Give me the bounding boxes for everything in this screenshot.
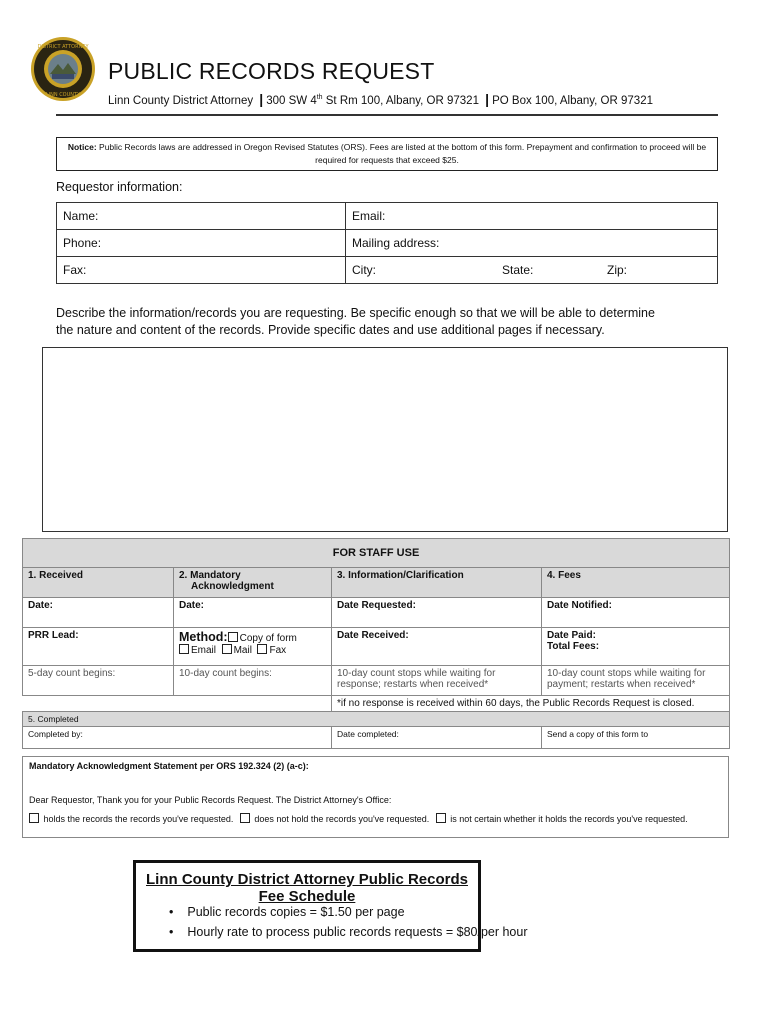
addr-street-post: St Rm 100, Albany, OR 97321	[322, 95, 479, 107]
separator: |	[485, 91, 490, 107]
page-title: PUBLIC RECORDS REQUEST	[108, 58, 435, 84]
notice-label: Notice:	[67, 142, 97, 152]
fee-item: • Public records copies = $1.50 per page	[170, 902, 528, 922]
send-copy[interactable]: Send a copy of this form to	[542, 727, 730, 749]
ack-statement	[22, 756, 729, 838]
fee-list	[170, 902, 528, 942]
addr-org: Linn County District Attorney	[108, 95, 254, 107]
notice-box	[56, 137, 718, 171]
staff-header: FOR STAFF USE	[23, 539, 730, 568]
email-label: Email:	[352, 209, 386, 223]
not-certain-checkbox[interactable]	[436, 813, 446, 823]
city-state-zip-field[interactable]	[346, 257, 718, 284]
col-mandatory-ack	[174, 568, 332, 598]
does-not-hold-checkbox[interactable]	[240, 813, 250, 823]
received-date[interactable]: Date:	[23, 598, 174, 628]
copy-label: Copy of form	[239, 633, 297, 644]
mailing-label: Mailing address:	[352, 236, 440, 250]
col-received: 1. Received	[23, 568, 174, 598]
fax-checkbox[interactable]	[257, 644, 267, 654]
ack-heading: Mandatory Acknowledgment Statement per ORS 192.324 (2) (a-c):	[29, 761, 309, 771]
holds-checkbox[interactable]	[29, 813, 39, 823]
method-cell	[174, 628, 332, 666]
fax-label: Fax:	[63, 263, 87, 277]
svg-text:DISTRICT ATTORNEY: DISTRICT ATTORNEY	[37, 44, 89, 50]
ack-options	[29, 813, 688, 824]
mail-checkbox[interactable]	[222, 644, 232, 654]
notice-text: Public Records laws are addressed in Oregon Revised Statutes (ORS). Fees are listed at the bottom of this form. Prepayment and confirmation to proceed will be required for requests that exceed $25.	[99, 142, 707, 165]
email-checkbox[interactable]	[179, 644, 189, 654]
phone-label: Phone:	[63, 236, 102, 250]
stops-payment: 10-day count stops while waiting for payment; restarts when received*	[542, 666, 730, 696]
date-notified[interactable]: Date Notified:	[542, 598, 730, 628]
date-completed[interactable]: Date completed:	[332, 727, 542, 749]
name-field[interactable]	[57, 203, 346, 230]
email-method-label: Email	[191, 645, 217, 656]
fees-paid-cell[interactable]	[542, 628, 730, 666]
addr-street-sup: th	[316, 94, 323, 102]
separator: |	[259, 91, 264, 107]
completed-by[interactable]: Completed by:	[23, 727, 332, 749]
col2-line2: Acknowledgment	[191, 581, 274, 592]
not-certain-label: is not certain whether it holds the records you've requested.	[450, 814, 688, 824]
mailing-address-field[interactable]	[346, 230, 718, 257]
col-information: 3. Information/Clarification	[332, 568, 542, 598]
holds-label: holds the records the records you've requested.	[43, 814, 234, 824]
name-label: Name:	[63, 209, 99, 223]
total-fees: Total Fees:	[547, 641, 600, 652]
records-description-input[interactable]	[42, 347, 728, 532]
zip-label: Zip:	[607, 263, 628, 277]
phone-field[interactable]	[57, 230, 346, 257]
fax-method-label: Fax	[269, 645, 287, 656]
prr-lead[interactable]: PRR Lead:	[23, 628, 174, 666]
state-label: State:	[502, 263, 534, 277]
fee-item: • Hourly rate to process public records requests = $80/per hour	[170, 922, 528, 942]
stops-response: 10-day count stops while waiting for response; restarts when received*	[332, 666, 542, 696]
email-field[interactable]	[346, 203, 718, 230]
addr-street-pre: 300 SW 4	[266, 95, 317, 107]
col2-line1: 2. Mandatory	[179, 570, 241, 581]
addr-po: PO Box 100, Albany, OR 97321	[492, 95, 653, 107]
addr-street	[266, 95, 479, 107]
does-not-hold-label: does not hold the records you've requested.	[254, 814, 430, 824]
staff-use-table	[22, 538, 730, 749]
city-label: City:	[352, 263, 376, 277]
mail-method-label: Mail	[233, 645, 252, 656]
date-paid: Date Paid:	[547, 630, 596, 641]
fax-field[interactable]	[57, 257, 346, 284]
requestor-table	[56, 202, 718, 284]
method-label: Method:	[179, 630, 228, 644]
describe-instructions	[56, 305, 718, 339]
describe-line2: the nature and content of the records. Provide specific dates and use additional pages if necessary.	[56, 323, 605, 337]
count10[interactable]: 10-day count begins:	[174, 666, 332, 696]
col-fees: 4. Fees	[542, 568, 730, 598]
ack-intro: Dear Requestor, Thank you for your Public Records Request. The District Attorney's Office:	[29, 795, 392, 805]
footnote: *if no response is received within 60 days, the Public Records Request is closed.	[332, 696, 730, 712]
describe-line1: Describe the information/records you are requesting. Be specific enough so that we will be able to determine	[56, 306, 655, 320]
address-line	[108, 91, 653, 107]
date-received[interactable]: Date Received:	[332, 628, 542, 666]
ack-date[interactable]: Date:	[174, 598, 332, 628]
date-requested[interactable]: Date Requested:	[332, 598, 542, 628]
fee-title: Linn County District Attorney Public Records Fee Schedule	[146, 871, 468, 905]
count5[interactable]: 5-day count begins:	[23, 666, 174, 696]
completed-header: 5. Completed	[23, 712, 730, 727]
header-rule	[56, 114, 718, 116]
svg-text:LINN COUNTY: LINN COUNTY	[45, 92, 81, 98]
seal-logo	[30, 36, 96, 102]
copy-checkbox[interactable]	[228, 632, 238, 642]
requestor-label: Requestor information:	[56, 180, 183, 194]
